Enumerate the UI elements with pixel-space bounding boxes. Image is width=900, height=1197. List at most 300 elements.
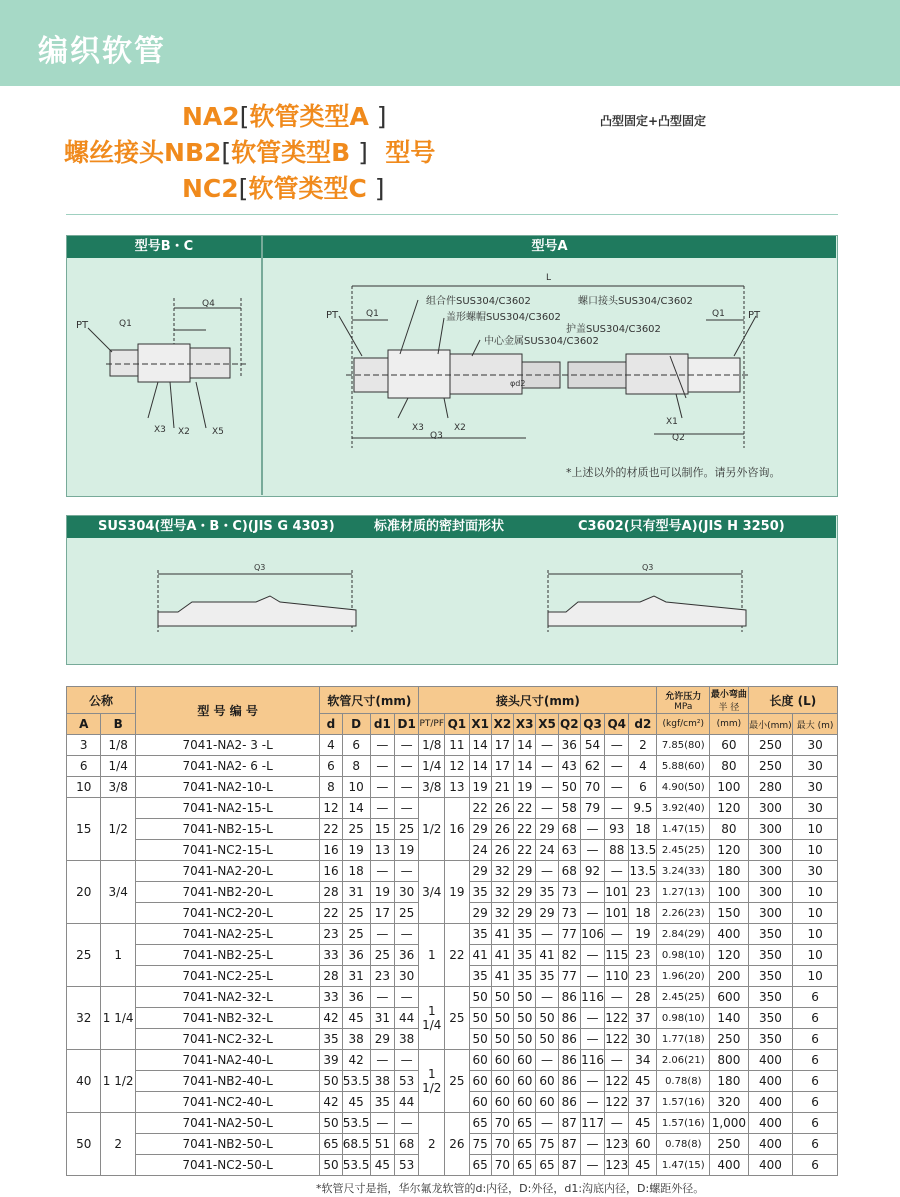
cell-model: 7041-NA2-10-L	[135, 777, 319, 798]
cell-lmax: 6	[793, 1050, 838, 1071]
cell-x1: 35	[469, 924, 491, 945]
cell-r: 1,000	[710, 1113, 749, 1134]
left-x2-label: X2	[178, 427, 190, 437]
cell-q4: —	[605, 987, 629, 1008]
cell-d1: 13	[370, 840, 394, 861]
cell-x1: 14	[469, 756, 491, 777]
cell-q4: 93	[605, 819, 629, 840]
cell-nominal-b: 1/4	[101, 756, 135, 777]
code-nc2: NC2	[182, 174, 239, 203]
cell-lmax: 6	[793, 1134, 838, 1155]
cell-lmax: 30	[793, 798, 838, 819]
cell-nominal-a: 32	[67, 987, 101, 1050]
cell-D: 25	[342, 819, 370, 840]
cell-x1: 50	[469, 1008, 491, 1029]
th-len-min: 最小(mm)	[748, 714, 793, 735]
cell-x1: 41	[469, 945, 491, 966]
cell-r: 80	[710, 756, 749, 777]
code-na2: NA2	[182, 102, 240, 131]
cell-pt: 3/8	[419, 777, 445, 798]
cell-model: 7041-NB2-20-L	[135, 882, 319, 903]
th-col-x3: X3	[514, 714, 536, 735]
cell-D1: —	[395, 861, 419, 882]
table-row	[67, 1050, 838, 1071]
material-note: *上述以外的材质也可以制作。请另外咨询。	[566, 466, 781, 479]
cell-D: 6	[342, 735, 370, 756]
cell-x2: 60	[491, 1092, 513, 1113]
cell-r: 80	[710, 819, 749, 840]
cell-d2: 37	[629, 1008, 657, 1029]
cell-x5: —	[536, 756, 558, 777]
cell-q3: —	[580, 966, 604, 987]
cell-D1: 44	[395, 1008, 419, 1029]
cell-q4: 122	[605, 1092, 629, 1113]
cell-D: 31	[342, 966, 370, 987]
cell-q3: 79	[580, 798, 604, 819]
cell-lmax: 6	[793, 1071, 838, 1092]
cell-lmin: 400	[748, 1092, 793, 1113]
cell-x2: 32	[491, 861, 513, 882]
table-row	[67, 1113, 838, 1134]
cell-d: 65	[320, 1134, 342, 1155]
cell-q4: 122	[605, 1071, 629, 1092]
label-center-metal: 中心金属SUS304/C3602	[484, 336, 599, 347]
right-q2-label: Q2	[672, 433, 685, 443]
cell-d1: —	[370, 756, 394, 777]
cell-D: 19	[342, 840, 370, 861]
cell-pt: 1 1/2	[419, 1050, 445, 1113]
cell-nominal-b: 1	[101, 924, 135, 987]
cell-lmin: 250	[748, 735, 793, 756]
cell-D: 38	[342, 1029, 370, 1050]
th-col-ptpf: PT/PF	[419, 714, 445, 735]
cell-nominal-a: 50	[67, 1113, 101, 1176]
label-d2: φd2	[510, 379, 526, 388]
cell-p: 1.77(18)	[657, 1029, 710, 1050]
th-col-q2: Q2	[558, 714, 580, 735]
cell-q2: 86	[558, 1071, 580, 1092]
cell-x1: 50	[469, 1029, 491, 1050]
cell-d2: 45	[629, 1071, 657, 1092]
cell-d1: 23	[370, 966, 394, 987]
cell-q2: 58	[558, 798, 580, 819]
th-col-q4: Q4	[605, 714, 629, 735]
cell-lmax: 10	[793, 945, 838, 966]
cell-d2: 28	[629, 987, 657, 1008]
cell-d2: 13.5	[629, 861, 657, 882]
cell-nominal-a: 40	[67, 1050, 101, 1113]
cell-x2: 50	[491, 987, 513, 1008]
cell-r: 200	[710, 966, 749, 987]
cell-x5: 41	[536, 945, 558, 966]
cell-model: 7041-NA2-40-L	[135, 1050, 319, 1071]
divider	[66, 214, 838, 215]
cell-d: 50	[320, 1155, 342, 1176]
cell-D1: —	[395, 924, 419, 945]
title-line-na2: NA2[软管类型A ]	[182, 102, 387, 131]
cell-d: 6	[320, 756, 342, 777]
cell-pt: 3/4	[419, 861, 445, 924]
cell-d2: 2	[629, 735, 657, 756]
cell-x5: —	[536, 924, 558, 945]
cell-lmax: 10	[793, 924, 838, 945]
cell-q2: 43	[558, 756, 580, 777]
seal-right-title: C3602(只有型号A)(JIS H 3250)	[578, 519, 785, 534]
cell-q4: —	[605, 1050, 629, 1071]
cell-d2: 19	[629, 924, 657, 945]
cell-q2: 73	[558, 903, 580, 924]
cell-d1: 38	[370, 1071, 394, 1092]
cell-d: 28	[320, 966, 342, 987]
cell-model: 7041-NC2-40-L	[135, 1092, 319, 1113]
cell-lmin: 300	[748, 903, 793, 924]
cell-D: 36	[342, 987, 370, 1008]
th-col-D: D	[342, 714, 370, 735]
cell-D1: —	[395, 756, 419, 777]
th-len-max: 最大 (m)	[793, 714, 838, 735]
cell-x5: 60	[536, 1092, 558, 1113]
suffix-model: 型号	[385, 138, 436, 167]
cell-lmin: 300	[748, 861, 793, 882]
cell-lmin: 250	[748, 756, 793, 777]
cell-d1: —	[370, 924, 394, 945]
cell-x3: 29	[514, 882, 536, 903]
cell-q4: —	[605, 1113, 629, 1134]
cell-d2: 13.5	[629, 840, 657, 861]
cell-nominal-a: 20	[67, 861, 101, 924]
cell-q2: 86	[558, 1008, 580, 1029]
cell-d1: 31	[370, 1008, 394, 1029]
seal-right-q3: Q3	[642, 563, 654, 572]
cell-p: 1.27(13)	[657, 882, 710, 903]
cell-pt: 1/4	[419, 756, 445, 777]
cell-p: 1.47(15)	[657, 819, 710, 840]
cell-D: 10	[342, 777, 370, 798]
cell-p: 1.96(20)	[657, 966, 710, 987]
cell-x5: —	[536, 1050, 558, 1071]
cell-x3: 60	[514, 1071, 536, 1092]
cell-x2: 50	[491, 1008, 513, 1029]
cell-p: 1.47(15)	[657, 1155, 710, 1176]
cell-q3: —	[580, 1155, 604, 1176]
cell-d: 16	[320, 840, 342, 861]
cell-d: 12	[320, 798, 342, 819]
cell-r: 120	[710, 798, 749, 819]
cell-q3: 116	[580, 987, 604, 1008]
cell-d1: 19	[370, 882, 394, 903]
cell-x3: 14	[514, 756, 536, 777]
cell-r: 250	[710, 1134, 749, 1155]
cell-x5: 65	[536, 1155, 558, 1176]
prefix-screw: 螺丝接头	[64, 138, 165, 167]
cell-D1: —	[395, 735, 419, 756]
cell-lmax: 30	[793, 861, 838, 882]
cell-q3: 70	[580, 777, 604, 798]
cell-x2: 50	[491, 1029, 513, 1050]
cell-x5: —	[536, 1113, 558, 1134]
cell-D1: 30	[395, 882, 419, 903]
cell-d1: —	[370, 777, 394, 798]
cell-d: 23	[320, 924, 342, 945]
cell-x2: 41	[491, 924, 513, 945]
cell-lmin: 350	[748, 1029, 793, 1050]
cell-model: 7041-NC2-25-L	[135, 966, 319, 987]
th-col-D1: D1	[395, 714, 419, 735]
footnote: *软管尺寸是指，华尔氟龙软管的d:内径，D:外径，d1:沟底内径，D:螺距外径。	[316, 1182, 705, 1195]
table-row	[67, 861, 838, 882]
cell-p: 5.88(60)	[657, 756, 710, 777]
cell-model: 7041-NA2- 3 -L	[135, 735, 319, 756]
cell-r: 800	[710, 1050, 749, 1071]
cell-D: 45	[342, 1092, 370, 1113]
cell-lmin: 300	[748, 798, 793, 819]
cell-D: 53.5	[342, 1155, 370, 1176]
cell-x3: 35	[514, 945, 536, 966]
cell-D1: 25	[395, 903, 419, 924]
cell-x3: 35	[514, 966, 536, 987]
cell-r: 60	[710, 735, 749, 756]
cell-q4: —	[605, 924, 629, 945]
cell-p: 2.45(25)	[657, 840, 710, 861]
cell-r: 320	[710, 1092, 749, 1113]
cell-nominal-b: 1/2	[101, 798, 135, 861]
right-l-label: L	[546, 273, 552, 283]
cell-lmin: 400	[748, 1113, 793, 1134]
cell-q4: —	[605, 861, 629, 882]
right-pt-right-label: PT	[748, 310, 761, 321]
cell-d: 22	[320, 903, 342, 924]
cell-D: 68.5	[342, 1134, 370, 1155]
cell-r: 150	[710, 903, 749, 924]
cell-x1: 24	[469, 840, 491, 861]
cell-d: 33	[320, 987, 342, 1008]
cell-x3: 29	[514, 861, 536, 882]
cell-d2: 18	[629, 903, 657, 924]
cell-p: 0.98(10)	[657, 1008, 710, 1029]
cell-lmax: 6	[793, 1155, 838, 1176]
right-x1-label: X1	[666, 417, 678, 427]
cell-q4: 101	[605, 903, 629, 924]
cell-x1: 35	[469, 966, 491, 987]
seal-center-title: 标准材质的密封面形状	[374, 519, 505, 534]
cell-model: 7041-NA2-15-L	[135, 798, 319, 819]
cell-nominal-b: 2	[101, 1113, 135, 1176]
cell-lmin: 350	[748, 987, 793, 1008]
cell-q3: —	[580, 945, 604, 966]
cell-x1: 19	[469, 777, 491, 798]
cell-nominal-b: 1 1/2	[101, 1050, 135, 1113]
cell-q1: 25	[445, 1050, 469, 1113]
cell-x2: 26	[491, 798, 513, 819]
cell-q2: 50	[558, 777, 580, 798]
fitting-drawing	[66, 258, 836, 494]
cell-lmax: 30	[793, 777, 838, 798]
cell-x5: 29	[536, 903, 558, 924]
cell-x1: 29	[469, 861, 491, 882]
cell-d2: 23	[629, 945, 657, 966]
cell-lmin: 350	[748, 1008, 793, 1029]
cell-r: 400	[710, 924, 749, 945]
type-a: 软管类型A	[249, 102, 369, 131]
left-x3-label: X3	[154, 425, 166, 435]
cell-q2: 77	[558, 924, 580, 945]
cell-d1: —	[370, 861, 394, 882]
label-nozzle: 螺口接头SUS304/C3602	[578, 296, 693, 307]
cell-q2: 87	[558, 1155, 580, 1176]
cell-d: 8	[320, 777, 342, 798]
cell-q4: 122	[605, 1029, 629, 1050]
cell-q4: 122	[605, 1008, 629, 1029]
cell-r: 400	[710, 1155, 749, 1176]
cell-x3: 22	[514, 840, 536, 861]
cell-x2: 17	[491, 756, 513, 777]
cell-q3: —	[580, 1134, 604, 1155]
cell-q4: 88	[605, 840, 629, 861]
table-row	[67, 924, 838, 945]
cell-D1: 25	[395, 819, 419, 840]
label-assembly: 组合件SUS304/C3602	[426, 296, 531, 307]
cell-q2: 63	[558, 840, 580, 861]
type-c: 软管类型C	[248, 174, 367, 203]
cell-x5: —	[536, 735, 558, 756]
cell-d: 16	[320, 861, 342, 882]
cell-x2: 41	[491, 945, 513, 966]
cell-D: 42	[342, 1050, 370, 1071]
cell-x3: 60	[514, 1050, 536, 1071]
cell-q3: —	[580, 903, 604, 924]
cell-d2: 23	[629, 882, 657, 903]
cell-q3: 62	[580, 756, 604, 777]
cell-x2: 70	[491, 1134, 513, 1155]
cell-model: 7041-NA2- 6 -L	[135, 756, 319, 777]
cell-model: 7041-NB2-50-L	[135, 1134, 319, 1155]
cell-lmin: 300	[748, 882, 793, 903]
cell-q3: 106	[580, 924, 604, 945]
cell-d1: —	[370, 1050, 394, 1071]
cell-x1: 60	[469, 1050, 491, 1071]
cell-q1: 16	[445, 798, 469, 861]
cell-lmax: 30	[793, 756, 838, 777]
cell-lmin: 400	[748, 1155, 793, 1176]
th-a: A	[67, 714, 101, 735]
cell-d2: 45	[629, 1113, 657, 1134]
cell-p: 4.90(50)	[657, 777, 710, 798]
th-model: 型 号 编 号	[135, 687, 319, 735]
cell-D: 31	[342, 882, 370, 903]
title-line-nb2: 螺丝接头NB2[软管类型B ] 型号	[64, 138, 436, 167]
table-row	[67, 777, 838, 798]
cell-x3: 65	[514, 1113, 536, 1134]
cell-x3: 35	[514, 924, 536, 945]
cell-d1: —	[370, 987, 394, 1008]
th-col-q3: Q3	[580, 714, 604, 735]
cell-model: 7041-NA2-50-L	[135, 1113, 319, 1134]
th-col-d: d	[320, 714, 342, 735]
seal-drawing	[66, 540, 836, 660]
cell-q4: —	[605, 735, 629, 756]
th-col-x5: X5	[536, 714, 558, 735]
cell-model: 7041-NA2-20-L	[135, 861, 319, 882]
cell-lmin: 350	[748, 945, 793, 966]
cell-r: 600	[710, 987, 749, 1008]
cell-d1: 29	[370, 1029, 394, 1050]
cell-d2: 23	[629, 966, 657, 987]
left-q1-label: Q1	[119, 319, 132, 329]
cell-x3: 19	[514, 777, 536, 798]
cell-model: 7041-NA2-25-L	[135, 924, 319, 945]
cell-lmin: 350	[748, 924, 793, 945]
cell-d: 4	[320, 735, 342, 756]
cell-D1: 53	[395, 1071, 419, 1092]
cell-r: 250	[710, 1029, 749, 1050]
cell-d1: 51	[370, 1134, 394, 1155]
cell-d1: 15	[370, 819, 394, 840]
th-bend: 最小弯曲 半 径	[710, 687, 749, 714]
right-x3-label: X3	[412, 423, 424, 433]
cell-x1: 60	[469, 1071, 491, 1092]
left-q4-label: Q4	[202, 299, 215, 309]
cell-pt: 1/2	[419, 798, 445, 861]
cell-nominal-a: 25	[67, 924, 101, 987]
cell-q2: 73	[558, 882, 580, 903]
cell-d: 35	[320, 1029, 342, 1050]
cell-lmax: 10	[793, 882, 838, 903]
cell-x1: 14	[469, 735, 491, 756]
cell-d1: 25	[370, 945, 394, 966]
cell-q3: —	[580, 882, 604, 903]
cell-x3: 29	[514, 903, 536, 924]
cell-x1: 22	[469, 798, 491, 819]
cell-lmax: 6	[793, 1113, 838, 1134]
cell-p: 0.98(10)	[657, 945, 710, 966]
cell-d2: 18	[629, 819, 657, 840]
table-row	[67, 987, 838, 1008]
cell-model: 7041-NB2-32-L	[135, 1008, 319, 1029]
right-pt-left-label: PT	[326, 310, 339, 321]
th-pressure-unit: (kgf/cm²)	[657, 714, 710, 735]
cell-q2: 86	[558, 987, 580, 1008]
cell-d2: 30	[629, 1029, 657, 1050]
cell-x2: 17	[491, 735, 513, 756]
cell-lmin: 400	[748, 1071, 793, 1092]
right-q1-left-label: Q1	[366, 309, 379, 319]
cell-d: 22	[320, 819, 342, 840]
cell-x5: 50	[536, 1008, 558, 1029]
cell-q4: 101	[605, 882, 629, 903]
cell-d: 42	[320, 1092, 342, 1113]
cell-nominal-b: 1 1/4	[101, 987, 135, 1050]
cell-d1: 17	[370, 903, 394, 924]
cell-d: 50	[320, 1113, 342, 1134]
seal-left-q3: Q3	[254, 563, 266, 572]
cell-r: 100	[710, 882, 749, 903]
cell-D: 18	[342, 861, 370, 882]
cell-q3: 92	[580, 861, 604, 882]
cell-D: 8	[342, 756, 370, 777]
cell-lmax: 30	[793, 735, 838, 756]
cell-x3: 60	[514, 1092, 536, 1113]
th-b: B	[101, 714, 135, 735]
cell-x5: 35	[536, 966, 558, 987]
cell-x2: 60	[491, 1050, 513, 1071]
cell-D: 36	[342, 945, 370, 966]
right-q3-label: Q3	[430, 431, 443, 441]
cell-q1: 19	[445, 861, 469, 924]
cell-lmax: 6	[793, 1029, 838, 1050]
cell-d: 42	[320, 1008, 342, 1029]
cell-q2: 36	[558, 735, 580, 756]
cell-q2: 68	[558, 861, 580, 882]
